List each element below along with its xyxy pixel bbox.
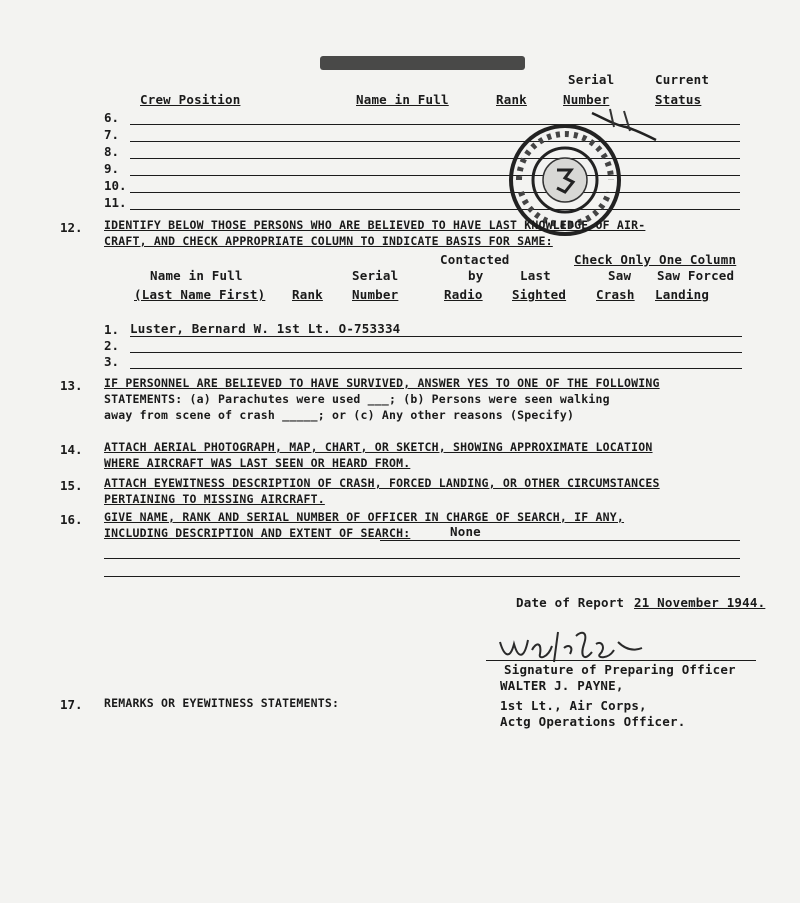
row-number: 9. xyxy=(104,161,120,176)
row-number: 7. xyxy=(104,127,120,142)
item-number: 15. xyxy=(60,478,83,493)
forced-header-bottom: Landing xyxy=(655,287,710,302)
item12-line1: IDENTIFY BELOW THOSE PERSONS WHO ARE BELIEVED TO HAVE LAST KNOWLEDGE OF AIR- xyxy=(104,218,646,232)
witness-row-number: 3. xyxy=(104,354,120,369)
witness-row-number: 1. xyxy=(104,322,120,337)
signature-caption: Signature of Preparing Officer xyxy=(504,662,736,677)
item15-line2: PERTAINING TO MISSING AIRCRAFT. xyxy=(104,492,325,506)
form-line xyxy=(130,368,742,369)
item17-text: REMARKS OR EYEWITNESS STATEMENTS: xyxy=(104,696,340,710)
signature-line xyxy=(486,660,756,661)
form-line xyxy=(130,175,740,176)
serial-header-top: Serial xyxy=(568,72,615,87)
item13-line3: away from scene of crash _____; or (c) Any other reasons (Specify) xyxy=(104,408,575,422)
serial-header-bottom: Number xyxy=(352,287,399,302)
status-header-top: Current xyxy=(655,72,710,87)
crash-header-top: Saw xyxy=(608,268,632,283)
item13-line2: STATEMENTS: (a) Parachutes were used ___; (b) Persons were seen walking xyxy=(104,392,610,406)
form-line xyxy=(130,209,740,210)
name-header-top: Name in Full xyxy=(150,268,243,283)
date-of-report-label: Date of Report xyxy=(516,595,625,610)
crash-header-bottom: Crash xyxy=(596,287,635,302)
name-header-bottom: (Last Name First) xyxy=(134,287,266,302)
officer-rank: 1st Lt., Air Corps, xyxy=(500,698,647,713)
form-line xyxy=(104,576,740,577)
contacted-header-mid: by xyxy=(468,268,484,283)
item-number: 14. xyxy=(60,442,83,457)
form-line xyxy=(104,558,740,559)
item14-line1: ATTACH AERIAL PHOTOGRAPH, MAP, CHART, OR SKETCH, SHOWING APPROXIMATE LOCATION xyxy=(104,440,653,454)
item-number: 16. xyxy=(60,512,83,527)
item-number: 12. xyxy=(60,220,83,235)
row-number: 10. xyxy=(104,178,127,193)
search-answer: None xyxy=(450,524,481,539)
name-in-full-header: Name in Full xyxy=(356,92,449,107)
forced-header-top: Saw Forced xyxy=(657,268,735,283)
contacted-header-bottom: Radio xyxy=(444,287,483,302)
handwritten-mark-icon xyxy=(590,105,660,145)
witness-entry: Luster, Bernard W. 1st Lt. O-753334 xyxy=(130,321,401,336)
rank-header: Rank xyxy=(496,92,527,107)
serial-header-bottom: Number xyxy=(563,92,610,107)
form-line xyxy=(130,336,742,337)
last-header-top: Last xyxy=(520,268,551,283)
form-line xyxy=(130,158,740,159)
rank-header: Rank xyxy=(292,287,323,302)
item13-line1: IF PERSONNEL ARE BELIEVED TO HAVE SURVIVED, ANSWER YES TO ONE OF THE FOLLOWING xyxy=(104,376,660,390)
item16-line1: GIVE NAME, RANK AND SERIAL NUMBER OF OFFICER IN CHARGE OF SEARCH, IF ANY, xyxy=(104,510,625,524)
crew-position-header: Crew Position xyxy=(140,92,241,107)
check-one-column-note: Check Only One Column xyxy=(574,252,737,267)
officer-name: WALTER J. PAYNE, xyxy=(500,678,624,693)
item14-line2: WHERE AIRCRAFT WAS LAST SEEN OR HEARD FROM. xyxy=(104,456,411,470)
last-header-bottom: Sighted xyxy=(512,287,567,302)
row-number: 6. xyxy=(104,110,120,125)
redacted-header-bar xyxy=(320,56,525,70)
form-line xyxy=(380,540,740,541)
date-of-report-value: 21 November 1944. xyxy=(634,595,766,610)
item15-line1: ATTACH EYEWITNESS DESCRIPTION OF CRASH, FORCED LANDING, OR OTHER CIRCUMSTANCES xyxy=(104,476,660,490)
officer-title: Actg Operations Officer. xyxy=(500,714,686,729)
status-header-bottom: Status xyxy=(655,92,702,107)
item16-line2: INCLUDING DESCRIPTION AND EXTENT OF SEARCH: xyxy=(104,526,411,540)
serial-header-top: Serial xyxy=(352,268,399,283)
item-number: 17. xyxy=(60,697,83,712)
item-number: 13. xyxy=(60,378,83,393)
row-number: 8. xyxy=(104,144,120,159)
form-line xyxy=(130,192,740,193)
item12-line2: CRAFT, AND CHECK APPROPRIATE COLUMN TO INDICATE BASIS FOR SAME: xyxy=(104,234,553,248)
witness-row-number: 2. xyxy=(104,338,120,353)
form-line xyxy=(130,352,742,353)
row-number: 11. xyxy=(104,195,127,210)
contacted-header-top: Contacted xyxy=(440,252,510,267)
